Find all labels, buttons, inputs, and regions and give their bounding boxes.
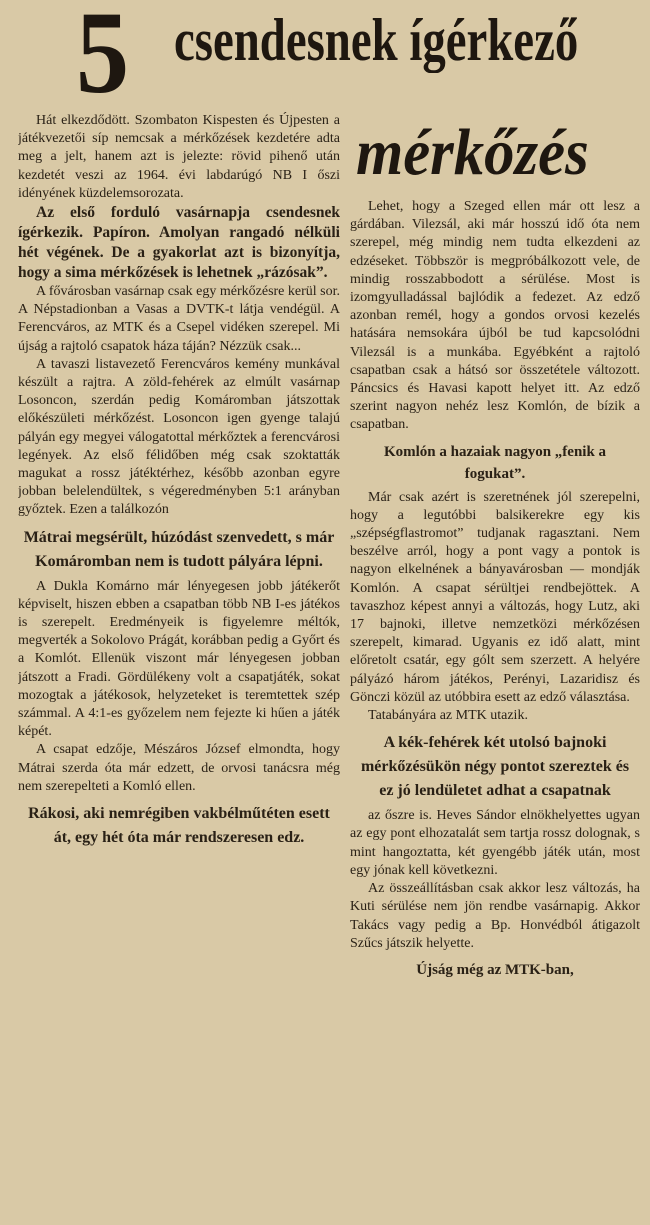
headline-number: 5 — [76, 0, 128, 118]
right-column — [350, 198, 640, 1223]
subheading: Újság még az MTK-ban, — [416, 961, 574, 978]
subheading: Komlón a hazaiak nagyon „fenik a fogukat”. — [383, 443, 607, 482]
article-paragraph: A fővárosban vasárnap csak egy mérkőzésre kerül sor. A Népstadionban a Vasas a DVTK-t látja vendégül. A Ferencváros, az MTK és a Csepel vidéken szerepel. Mi újság a rajtoló csapatok háza táján? Nézzük csak... — [18, 284, 340, 354]
subheading: Mátrai megsérült, húzódást szenvedett, s már Komáromban nem is tudott pályára lépni. — [23, 528, 335, 570]
article-paragraph: Az összeállításban csak akkor lesz változás, ha Kuti sérülése nem jön rendbe vasárnapig. Akkor Takács vagy pedig a Bp. Honvédból átigazolt Szűcs játszik helyette. — [350, 881, 640, 951]
headline — [0, 0, 650, 118]
headline-line-1: csendesnek ígérkező — [174, 7, 579, 73]
headline-line-2: mérkőzés — [356, 116, 589, 189]
subheading: Rákosi, aki nemrégiben vakbélműtéten esett át, egy hét óta már rendszeresen edz. — [28, 805, 330, 847]
article-paragraph: A csapat edzője, Mészáros József elmondta, hogy Mátrai szerda óta már edzett, de orvosi tanácsra még nem szerepelteti a Komló ellen. — [18, 742, 340, 794]
article-paragraph: Lehet, hogy a Szeged ellen már ott lesz a gárdában. Vilezsál, aki már hosszú idő óta nem szerepel, még mindig nem tudta elkezdeni az edzéseket. Többször is megpróbálkozott vele, de mindig rosszabbodott a sérülése. Most is izomgyulladással bajlódik a fedezet. Az edző azonban remél, hogy a gondos orvosi kezelés hatására nemsokára újból be tud kapcsolódni Vilezsál is a munkába. Egyébként a rajtoló csapatban csak a hátsó sor összetétele változott. Páncsics és Havasi kapott helyet itt. Az edző szerint nagyon nehéz lesz Komlón, de bízik a csapatban. — [350, 199, 640, 433]
article-paragraph: az őszre is. Heves Sándor elnökhelyettes ugyan az egy pont elhozatalát sem tartja rossz dolognak, s mint hangoztatta, két gyengébb játék után, most egy jónak kell következni. — [350, 808, 640, 878]
subheading: A kék-fehérek két utolsó bajnoki mérkőzésükön négy pontot szereztek és ez jó lendületet adhat a csapatnak — [360, 734, 630, 800]
article-paragraph: Már csak azért is szeretnének jól szerepelni, hogy a legutóbbi balsikerekre egy kis „szépségflastromot” tudjanak ragasztani. Nem beszélve arról, hogy a pont vagy a pontok is nagyon elkelnének a bányavárosban — mondják Komlón. A csapat sérültjei rendbejöttek. A tavaszhoz képest annyi a változás, hogy Lutz, aki 17 bajnoki, illetve nemzetközi mérkőzésen szerepelt, kimarad. Ugyanis ez idő alatt, mint előretolt csatár, egy gólt sem szerzett. A helyére pályázó három játékos, Perényi, Lazaridisz és Gönczi közül az utóbbira esett az edző választása. — [350, 489, 640, 705]
article-paragraph: A Dukla Komárno már lényegesen jobb játékerőt képviselt, hiszen ebben a csapatban több NB I-es játékos is szerepelt. Eredményeik is figyelemre méltók, megverték a Sokolovo Prágát, korábban pedig a Győrt és a Komlót. Ellenük viszont már lényegesen jobban játszott a Fradi. Gördülékeny volt a csapatjáték, sokat mozogtak a játékosok, helyzeteket is teremtettek szép számmal. A 4:1-es győzelem nem fejezte ki hűen a játék képét. — [18, 578, 340, 740]
article-paragraph: A tavaszi listavezető Ferencváros kemény munkával készült a rajtra. A zöld-fehérek az elmúlt vasárnap Losoncon, szerdán pedig Komáromban játszottak előkészületi mérkőzést. Losoncon igen gyenge talajú pályán egy megyei válogatottal mérkőztek a ferencvárosi legények. Az első félidőben még csak szoktatták magukat a rossz játéktérhez, később azonban egyre jobban belelendültek, s végeredményben 5:1 arányban győztek. Ezen a találkozón — [18, 356, 340, 518]
lead-paragraph: Az első forduló vasárnapja csendesnek ígérkezik. Papíron. Amolyan rangadó nélküli hét végének. De a gyakorlat azt is bizonyítja, hogy a sima mérkőzések is lehetnek „rázósak”. — [18, 204, 340, 282]
intro-paragraph: Hát elkezdődött. Szombaton Kispesten és Újpesten a játékvezetői síp nemcsak a mérkőzések kezdetére adta meg a jelt, hanem azt is jelezte: rövid pihenő után kezdetét veszi az 1964. évi labdarúgó NB I őszi idényének küzdelemsorozata. — [18, 113, 340, 201]
left-column — [18, 112, 340, 1222]
article-paragraph: Tatabányára az MTK utazik. — [368, 708, 528, 724]
